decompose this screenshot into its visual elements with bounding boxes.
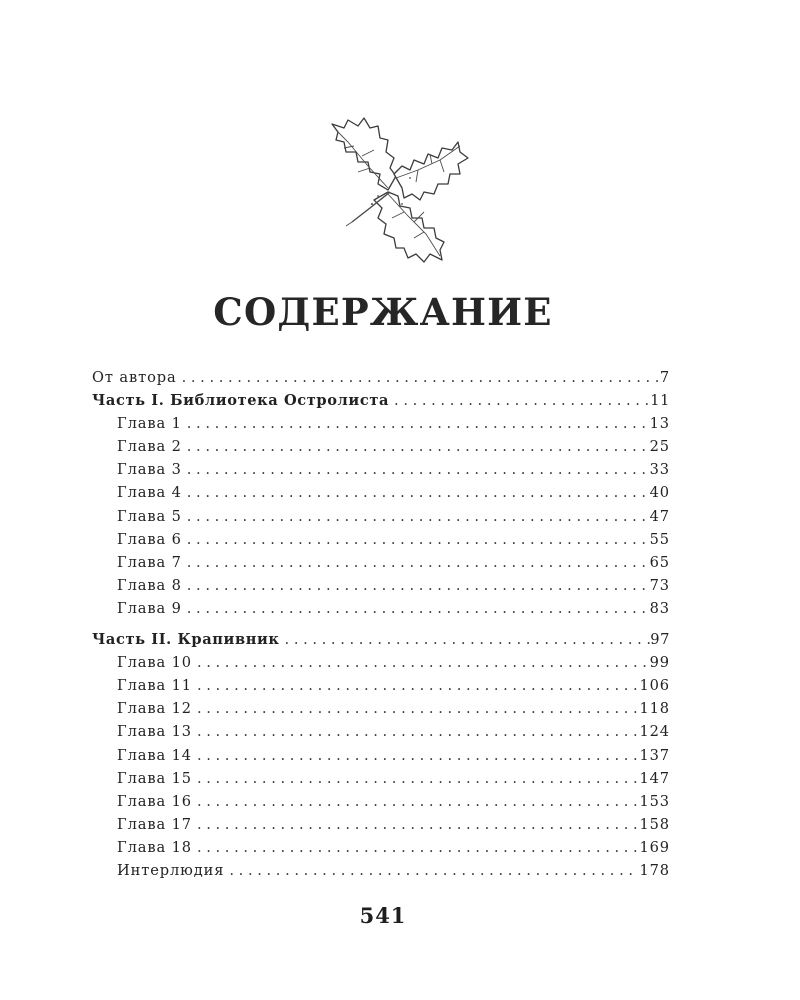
toc-entry-label: Часть II. Крапивник [92, 631, 280, 649]
dot-leader [177, 366, 660, 389]
toc-entry [92, 458, 670, 481]
dot-leader [224, 859, 639, 882]
dot-leader [192, 697, 639, 720]
toc-entry-label: Глава 12 [117, 700, 192, 718]
toc-entry-page: 55 [649, 530, 670, 548]
toc-entry-page: 7 [659, 369, 670, 386]
dot-leader [192, 651, 650, 674]
toc-entry-label: Глава 14 [117, 746, 192, 764]
toc-entry [92, 859, 670, 882]
page-title: СОДЕРЖАНИЕ [213, 290, 553, 334]
toc-part-heading [92, 389, 670, 412]
toc-entry-label: Глава 6 [117, 530, 182, 548]
dot-leader [192, 720, 639, 743]
toc-entry-page: 178 [639, 861, 670, 879]
holly-leaves-icon [318, 108, 478, 268]
toc-entry-page: 118 [639, 700, 670, 718]
dot-leader [182, 528, 650, 551]
dot-leader [192, 674, 639, 697]
toc-entry-label: Глава 2 [117, 438, 182, 456]
toc-entry-label: Глава 15 [117, 769, 192, 787]
toc-entry [92, 674, 670, 697]
toc-entry-label: Глава 9 [117, 599, 182, 617]
toc-entry [92, 528, 670, 551]
toc-entry [92, 412, 670, 435]
toc-entry-page: 153 [639, 792, 670, 810]
dot-leader [182, 412, 650, 435]
toc-entry-label: Глава 5 [117, 507, 182, 525]
toc-entry-label: Глава 17 [117, 815, 192, 833]
toc-entry-page: 33 [649, 461, 670, 479]
toc-entry [92, 651, 670, 674]
toc-entry-label: Глава 13 [117, 723, 192, 741]
dot-leader [182, 505, 650, 528]
toc-entry [92, 366, 670, 389]
dot-leader [182, 481, 650, 504]
toc-entry-page: 147 [639, 769, 670, 787]
dot-leader [389, 389, 650, 412]
toc-entry-label: Глава 10 [117, 654, 192, 672]
toc-entry-page: 158 [639, 815, 670, 833]
toc-entry-label: Глава 3 [117, 461, 182, 479]
page-number: 541 [359, 903, 407, 928]
toc-entry-label: Глава 1 [117, 415, 182, 433]
toc-entry [92, 551, 670, 574]
dot-leader [182, 458, 650, 481]
toc-entry-label: Глава 11 [117, 677, 192, 695]
dot-leader [192, 813, 639, 836]
toc-entry-page: 65 [649, 553, 670, 571]
toc-entry-label: Глава 7 [117, 553, 182, 571]
dot-leader [192, 767, 639, 790]
table-of-contents [92, 366, 670, 882]
toc-entry [92, 481, 670, 504]
toc-entry [92, 813, 670, 836]
toc-entry-page: 106 [639, 677, 670, 695]
dot-leader [192, 744, 639, 767]
toc-entry-label: Глава 18 [117, 838, 192, 856]
toc-entry-page: 124 [639, 723, 670, 741]
toc-entry-page: 169 [639, 838, 670, 856]
toc-entry [92, 597, 670, 620]
toc-entry-label: Глава 8 [117, 576, 182, 594]
toc-entry-label: От автора [92, 369, 177, 386]
toc-entry [92, 720, 670, 743]
dot-leader [182, 551, 650, 574]
toc-entry [92, 744, 670, 767]
toc-entry [92, 505, 670, 528]
toc-entry-page: 11 [650, 392, 670, 410]
toc-entry-page: 73 [649, 576, 670, 594]
toc-entry [92, 435, 670, 458]
toc-entry-page: 40 [649, 484, 670, 502]
toc-entry [92, 836, 670, 859]
dot-leader [182, 574, 650, 597]
dot-leader [280, 628, 651, 651]
toc-entry [92, 790, 670, 813]
toc-entry-page: 99 [649, 654, 670, 672]
toc-entry-page: 25 [649, 438, 670, 456]
dot-leader [182, 435, 650, 458]
toc-entry-label: Часть I. Библиотека Остролиста [92, 392, 390, 410]
toc-entry-label: Интерлюдия [117, 861, 225, 879]
dot-leader [192, 836, 639, 859]
toc-entry-label: Глава 16 [117, 792, 192, 810]
toc-entry-page: 13 [649, 415, 670, 433]
toc-part-heading [92, 628, 670, 651]
toc-entry-page: 47 [649, 507, 670, 525]
toc-entry [92, 767, 670, 790]
toc-entry-label: Глава 4 [117, 484, 182, 502]
toc-entry-page: 97 [650, 631, 670, 649]
toc-entry-page: 83 [649, 599, 670, 617]
dot-leader [192, 790, 639, 813]
toc-entry [92, 697, 670, 720]
toc-entry-page: 137 [639, 746, 670, 764]
toc-entry [92, 574, 670, 597]
dot-leader [182, 597, 650, 620]
